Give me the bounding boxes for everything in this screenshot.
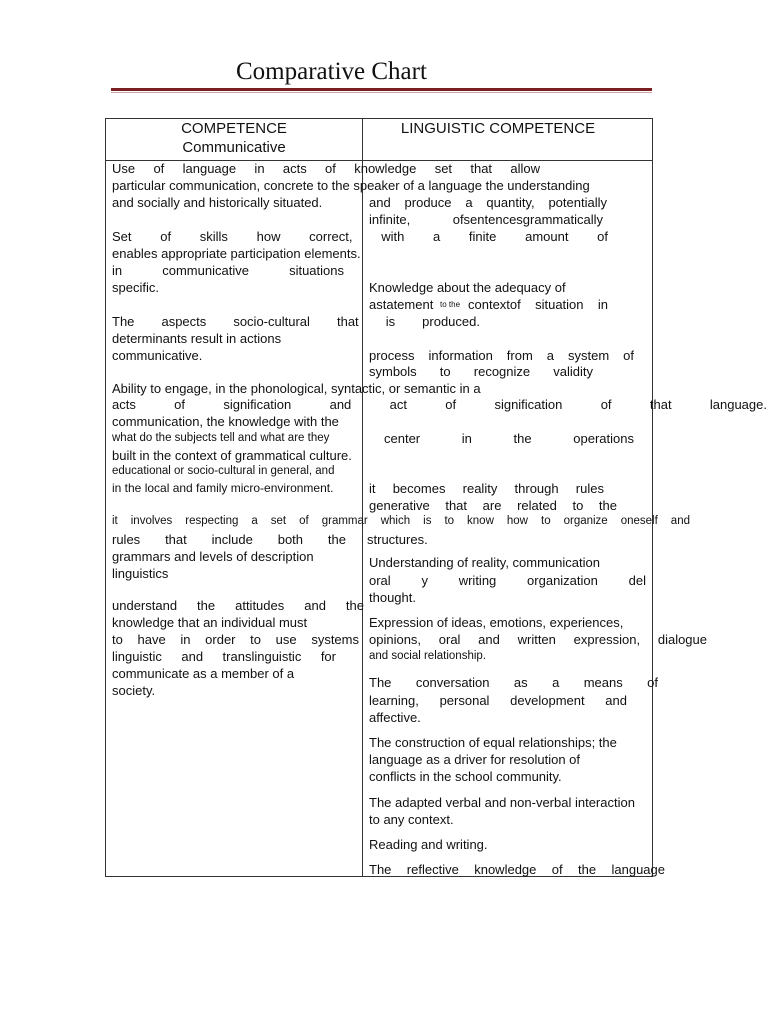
text-line: infinite, ofsentencesgrammatically [369,212,603,227]
text-line: to have in order to use systems [112,632,359,647]
text-line: in the local and family micro-environment. [112,481,334,495]
text-line: acts of signification and act of signification of that language. [112,397,767,412]
text-line: rules that include both the [112,532,346,547]
text-line: and socially and historically situated. [112,195,323,210]
text-line: opinions, oral and written expression, dialogue [369,632,707,647]
text-line: affective. [369,710,421,725]
text-line: in communicative situations [112,263,344,278]
text-line: specific. [112,280,159,295]
header-right: LINGUISTIC COMPETENCE [400,120,596,137]
text-line: grammars and levels of description [112,549,314,564]
title-rule-shadow [111,92,652,93]
text-line: structures. [367,532,428,547]
page-title: Comparative Chart [236,58,427,85]
text-line: linguistic and translinguistic for [112,649,336,664]
text-line: The aspects socio-cultural that is produced. [112,314,480,329]
text-line: understand the attitudes and the [112,598,364,613]
text-line-small: to the [440,300,461,309]
text-line: The conversation as a means of [369,675,658,690]
text-line: society. [112,683,156,698]
text-line: determinants result in actions [112,331,282,346]
text-line: language as a driver for resolution of [369,752,581,767]
text-line: and produce a quantity, potentially [369,195,607,210]
text-line: Ability to engage, in the phonological, syntactic, or semantic in a [112,381,481,396]
header-left-line1: COMPETENCE [181,120,287,137]
text-line: linguistics [112,566,169,581]
text-line: Expression of ideas, emotions, experiences, [369,615,624,630]
text-line: and social relationship. [369,650,486,662]
text-line: The construction of equal relationships; the [369,735,617,750]
text-line: communicative. [112,348,203,363]
text-line: Set of skills how correct, with a finite amount of [112,229,608,244]
text-line: enables appropriate participation elements. [112,246,361,261]
text-line: center in the operations [384,431,634,446]
text-line: knowledge that an individual must [112,615,308,630]
text-line: Use of language in acts of knowledge set that allow [112,161,540,176]
text-line: learning, personal development and [369,693,627,708]
text-line: generative that are related to the [369,498,617,513]
text-line: communication, the knowledge with the [112,414,339,429]
text-line: contextof situation in [468,297,608,312]
text-line: process information from a system of [369,348,634,363]
text-line: conflicts in the school community. [369,769,562,784]
text-line: built in the context of grammatical culture. [112,448,352,463]
text-line: communicate as a member of a [112,666,295,681]
text-line: symbols to recognize validity [369,364,593,379]
text-line: what do the subjects tell and what are they [112,432,330,444]
text-line: educational or socio-cultural in general, and [112,465,335,477]
text-line: The reflective knowledge of the language [369,862,665,877]
text-line: Understanding of reality, communication [369,555,600,570]
header-left-line2: Communicative [182,139,286,156]
title-rule [111,88,652,91]
text-line: to any context. [369,812,454,827]
text-line: astatement [369,297,434,312]
text-line: it involves respecting a set of grammar which is to know how to organize oneself and [112,515,690,527]
text-line: thought. [369,590,416,605]
text-line: Knowledge about the adequacy of [369,280,566,295]
text-line: The adapted verbal and non-verbal interaction [369,795,635,810]
text-line: oral y writing organization del [369,573,646,588]
text-line: particular communication, concrete to the speaker of a language the understanding [112,178,590,193]
text-line: it becomes reality through rules [369,481,604,496]
text-line: Reading and writing. [369,837,488,852]
